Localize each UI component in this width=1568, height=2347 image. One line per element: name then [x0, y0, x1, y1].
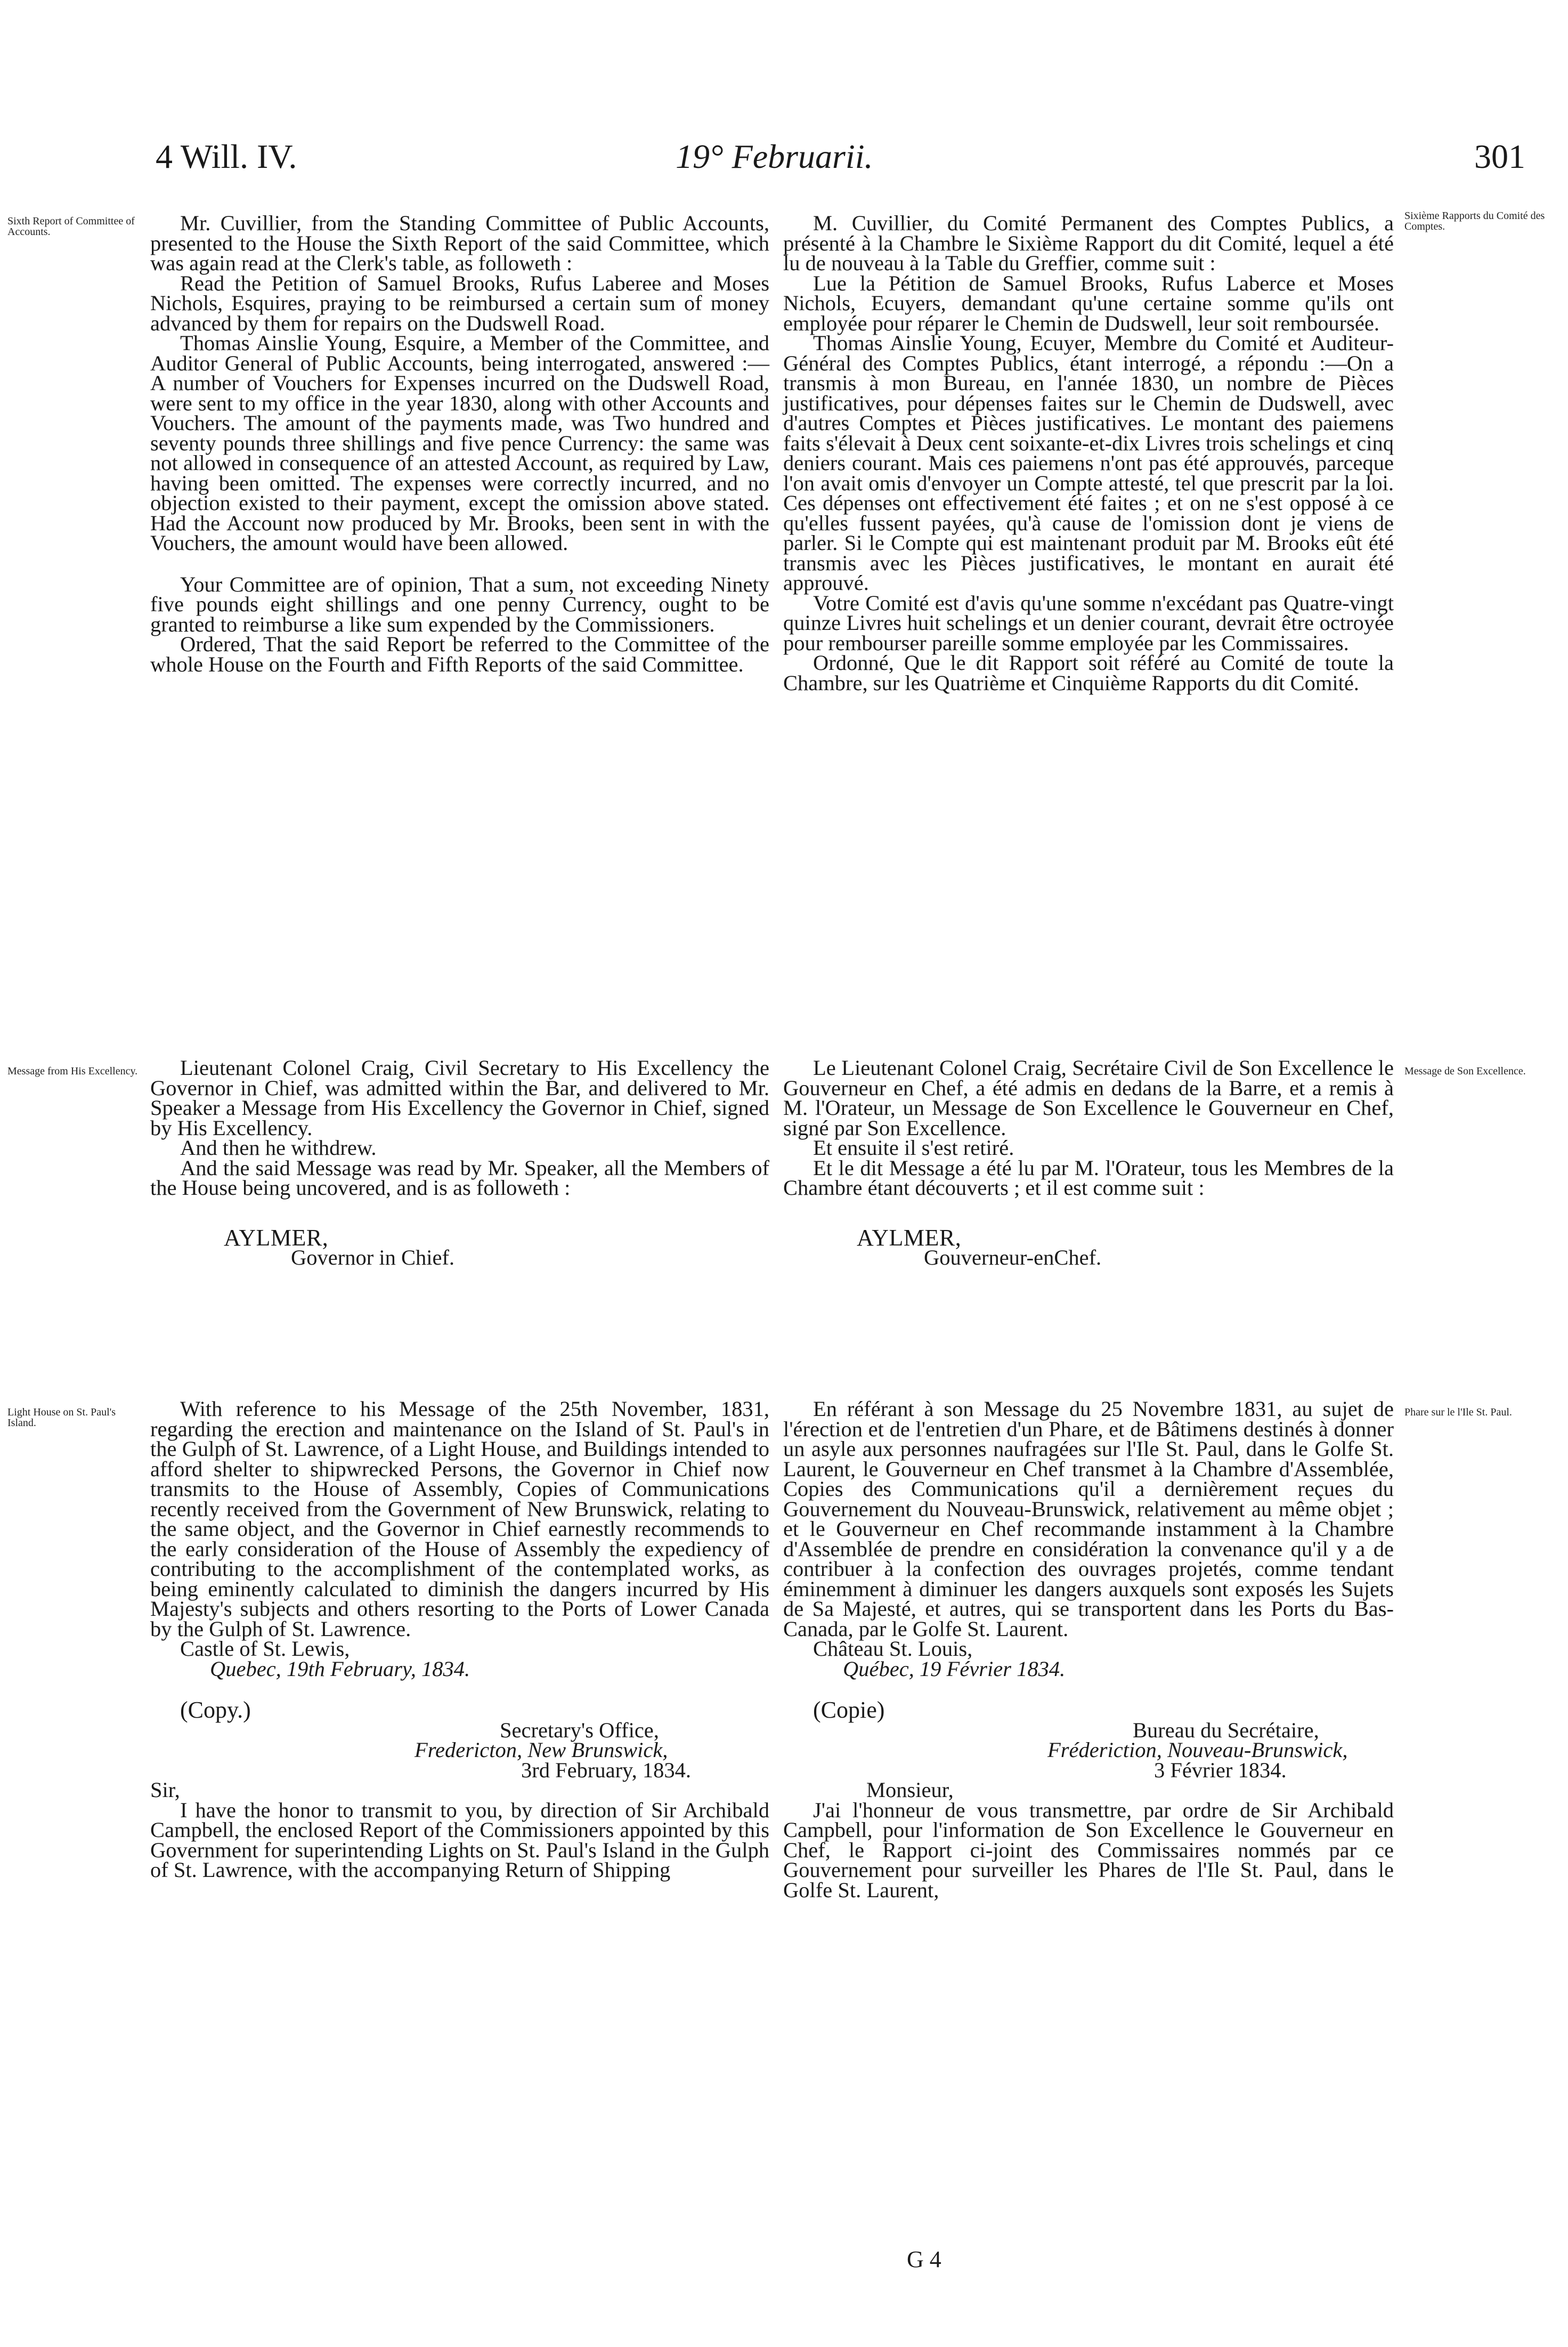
fr-copy-heading: (Copie)	[813, 1697, 885, 1723]
page-number: 301	[1474, 137, 1525, 175]
english-lighthouse-block	[150, 1399, 769, 1880]
fr-craig-message: Le Lieutenant Colonel Craig, Secrétaire Civil de Son Excellence le Gouverneur en Chef, a été admis en dedans de la Barre, et a remis à M. l'Orateur, un Message de Son Excellence le Gouverneur en Chef, signé par Son Excellence.	[783, 1056, 1394, 1140]
fr-place-line1: Château St. Louis,	[813, 1637, 973, 1661]
fr-withdrew: Et ensuite il s'est retiré.	[813, 1136, 1014, 1160]
fr-office-line1: Bureau du Secrétaire,	[1133, 1718, 1319, 1742]
en-committee-report-intro: Mr. Cuvillier, from the Standing Committee of Public Accounts, presented to the House the Sixth Report of the said Committee, which was again read at the Clerk's table, as followeth :	[150, 211, 769, 275]
fr-committee-report-intro: M. Cuvillier, du Comité Permanent des Comptes Publics, a présenté à la Chambre le Sixième Rapport du dit Comité, lequel a été lu de nouveau à la Table du Greffier, comme suit :	[783, 211, 1394, 275]
margin-note-message-fr: Message de Son Excellence.	[1404, 1065, 1526, 1077]
fr-office-line2: Fréderiction, Nouveau-Brunswick,	[1047, 1738, 1348, 1762]
en-signature-name: AYLMER,	[224, 1224, 329, 1251]
en-place-line2: Quebec, 19th February, 1834.	[210, 1656, 470, 1681]
fr-place-line2: Québec, 19 Février 1834.	[843, 1656, 1066, 1681]
en-committee-opinion: Your Committee are of opinion, That a sum, not exceeding Ninety five pounds eight shillings and one penny Currency, ought to be granted to reimburse a like sum expended by the Commissioners.	[150, 572, 769, 636]
fr-signature-title: Gouverneur-enChef.	[924, 1245, 1102, 1269]
en-office-line2: Fredericton, New Brunswick,	[415, 1738, 668, 1762]
en-ordered: Ordered, That the said Report be referred to the Committee of the whole House on the Fourth and Fifth Reports of the said Committee.	[150, 632, 769, 676]
en-letter-body: I have the honor to transmit to you, by direction of Sir Archibald Campbell, the enclosed Report of the Commissioners appointed by this Government for superintending Lights on St. Paul's Island in the Gulph of St. Lawrence, with the accompanying Return of Shipping	[150, 1798, 769, 1882]
french-column	[783, 213, 1394, 693]
fr-message-read: Et le dit Message a été lu par M. l'Orateur, tous les Membres de la Chambre étant découverts ; et il est comme suit :	[783, 1155, 1394, 1200]
en-young-testimony: Thomas Ainslie Young, Esquire, a Member of the Committee, and Auditor General of Public Accounts, being interrogated, answered :—A number of Vouchers for Expenses incurred on the Dudswell Road, were sent to my office in the year 1830, along with other Accounts and Vouchers. The amount of the payments made, was Two hundred and seventy pounds three shillings and five pence Currency: the same was not allowed in consequence of an attested Account, as required by Law, having been omitted. The expenses were correctly incurred, and no objection existed to their payment, except the omission above stated. Had the Account now produced by Mr. Brooks, been sent in with the Vouchers, the amount would have been allowed.	[150, 331, 769, 555]
en-office-line3: 3rd February, 1834.	[521, 1758, 692, 1782]
en-craig-message: Lieutenant Colonel Craig, Civil Secretary to His Excellency the Governor in Chief, was admitted within the Bar, and delivered to Mr. Speaker a Message from His Excellency the Governor in Chief, signed by His Excellency.	[150, 1056, 769, 1140]
en-lighthouse-message: With reference to his Message of the 25th November, 1831, regarding the erection and maintenance on the Island of St. Paul's in the Gulph of St. Lawrence, of a Light House, and Buildings intended to afford shelter to shipwrecked Persons, the Governor in Chief now transmits to the House of Assembly, Copies of Communications recently received from the Government of New Brunswick, relating to the same object, and the Governor in Chief earnestly recommends to the early consideration of the House of Assembly the expediency of contributing to the accomplishment of the contemplated works, as being eminently calculated to diminish the dangers incurred by His Majesty's subjects and others resorting to the Ports of Lower Canada by the Gulph of St. Lawrence.	[150, 1397, 769, 1641]
fr-signature-name: AYLMER,	[857, 1224, 962, 1251]
fr-letter-body: J'ai l'honneur de vous transmettre, par ordre de Sir Archibald Campbell, pour l'information de Son Excellence le Gouverneur en Chef, le Rapport ci-joint des Commissaires nommés par ce Gouvernement pour surveiller les Phares de l'Ile St. Paul, dans le Golfe St. Laurent,	[783, 1798, 1394, 1902]
french-lighthouse-block	[783, 1399, 1394, 1900]
margin-note-phare: Phare sur le l'Ile St. Paul.	[1404, 1406, 1512, 1418]
header-date: 19° Februarii.	[676, 137, 873, 175]
margin-note-sixth-report: Sixth Report of Committee of Accounts.	[7, 215, 135, 238]
en-copy-heading: (Copy.)	[180, 1697, 251, 1723]
en-petition: Read the Petition of Samuel Brooks, Rufus Laberee and Moses Nichols, Esquires, praying to be reimbursed a certain sum of money advanced by them for repairs on the Dudswell Road.	[150, 271, 769, 335]
margin-note-sixieme-rapport: Sixième Rapports du Comité des Comptes.	[1404, 210, 1545, 232]
en-message-read: And the said Message was read by Mr. Speaker, all the Members of the House being uncovered, and is as followeth :	[150, 1155, 769, 1200]
fr-petition: Lue la Pétition de Samuel Brooks, Rufus Laberce et Moses Nichols, Ecuyers, demandant qu'une certaine somme qu'ils ont employée pour réparer le Chemin de Dudswell, leur soit remboursée.	[783, 271, 1394, 335]
fr-salutation: Monsieur,	[866, 1778, 954, 1802]
en-salutation: Sir,	[150, 1778, 180, 1802]
margin-note-lighthouse: Light House on St. Paul's Island.	[7, 1406, 116, 1429]
fr-young-testimony: Thomas Ainslie Young, Ecuyer, Membre du Comité et Auditeur-Général des Comptes Publics, étant interrogé, a répondu :—On a transmis à mon Bureau, en l'année 1830, un nombre de Pièces justificatives, pour dépenses faites sur le Chemin de Dudswell, avec d'autres Comptes et Pièces justificatives. Le montant des paiemens faits s'élevait à Deux cent soixante-et-dix Livres trois schelings et cinq deniers courant. Mais ces paiemens n'ont pas été approuvés, parceque l'on avait omis d'envoyer un Compte attesté, tel que prescrit par la loi. Ces dépenses ont effectivement été faites ; et on ne s'est opposé à ce qu'elles fussent payées, qu'à cause de l'omission dont je viens de parler. Si le Compte qui est maintenant produit par M. Brooks eût été transmis avec les Pièces justificatives, le montant en aurait été approuvé.	[783, 331, 1394, 595]
header-regnal-year: 4 Will. IV.	[156, 137, 297, 175]
fr-ordonne: Ordonné, Que le dit Rapport soit référé au Comité de toute la Chambre, sur les Quatrième et Cinquième Rapports du dit Comité.	[783, 651, 1394, 695]
en-place-line1: Castle of St. Lewis,	[180, 1637, 350, 1661]
english-column	[150, 213, 769, 674]
fr-committee-opinion: Votre Comité est d'avis qu'une somme n'excédant pas Quatre-vingt quinze Livres huit schelings et un denier courant, devrait être octroyée pour rembourser pareille somme employée par les Commissaires.	[783, 590, 1394, 655]
margin-note-message: Message from His Excellency.	[7, 1065, 138, 1077]
en-withdrew: And then he withdrew.	[180, 1136, 377, 1160]
french-message-block	[783, 1058, 1394, 1268]
english-message-block	[150, 1058, 769, 1268]
signature-mark: G 4	[907, 2246, 941, 2272]
en-signature-title: Governor in Chief.	[291, 1245, 455, 1269]
en-office-line1: Secretary's Office,	[500, 1718, 659, 1742]
fr-office-line3: 3 Février 1834.	[1154, 1758, 1287, 1782]
fr-lighthouse-message: En référant à son Message du 25 Novembre 1831, au sujet de l'érection et de l'entretien d'un Phare, et de Bâtimens destinés à donner un asyle aux personnes naufragées sur l'Ile St. Paul, dans le Golfe St. Laurent, le Gouverneur en Chef transmet à la Chambre d'Assemblée, Copies des Communications qu'il a dernièrement reçues du Gouvernement du Nouveau-Brunswick, relativement au même objet ; et le Gouverneur en Chef recommande instamment à la Chambre d'Assemblée de prendre en considération la convenance qu'il y a de contribuer à la confection des ouvrages projetés, comme tendant éminemment à diminuer les dangers auxquels sont exposés les Sujets de Sa Majesté, et autres, qui se transportent dans les Ports du Bas-Canada, par le Golfe St. Laurent.	[783, 1397, 1394, 1641]
